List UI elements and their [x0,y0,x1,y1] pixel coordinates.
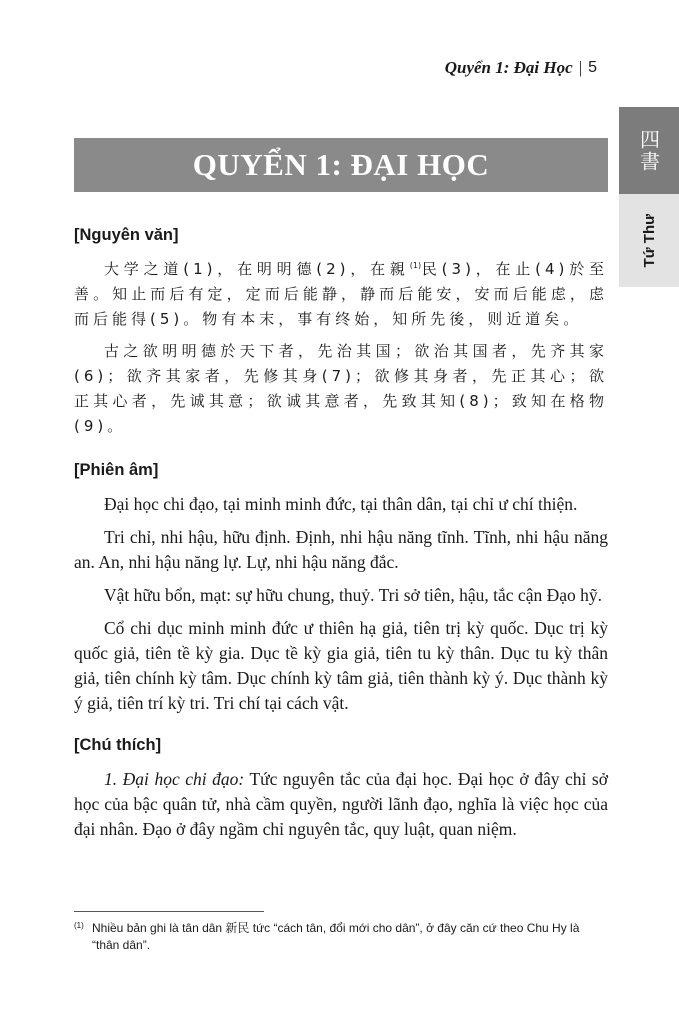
side-thumb-tab [619,107,679,287]
header-separator: | [578,58,583,77]
chapter-title: QUYỂN 1: ĐẠI HỌC [192,147,490,182]
side-tab-title-label: Tứ Thư [640,213,658,268]
original-p1-part-b: 民(3)，在止(4)於至善。知止而后有定，定而后能静，静而后能安，安而后能虑，虑而后能得(5)。物有本末，事有终始，知所先後，则近道矣。 [74,260,608,328]
original-text-block [74,257,608,439]
phonetic-paragraph-1: Đại học chi đạo, tại minh minh đức, tại thân dân, tại chỉ ư chí thiện. [104,494,578,514]
footnote-divider [74,911,264,912]
original-p1-part-a: 大学之道(1)，在明明德(2)，在親 [104,260,410,278]
chapter-title-banner [74,138,608,192]
original-paragraph-1 [74,257,608,332]
note-1-text: Tức nguyên tắc của đại học. Đại học ở đây chỉ sở học của bậc quân tử, nhà cầm quyền, người lãnh đạo, nghĩa là việc học của đại nhân. Đạo ở đây ngầm chỉ nguyên tắc, quy luật, quan niệm. [74,769,608,839]
note-1-term: 1. Đại học chi đạo: [104,769,245,789]
notes-block [74,767,608,842]
running-header [445,58,597,78]
phonetic-paragraph-2: Tri chỉ, nhi hậu, hữu định. Định, nhi hậu năng tĩnh. Tĩnh, nhi hậu năng an. An, nhi hậu năng lự. Lự, nhi hậu năng đắc. [74,527,608,572]
footnote-text: Nhiều bản ghi là tân dân 新民 tức “cách tân, đổi mới cho dân”, ở đây căn cứ theo Chu Hy là “thân dân”. [92,921,580,952]
page-content [74,226,608,862]
running-title: Quyển 1: Đại Học [444,58,573,77]
notes-heading: [Chú thích] [74,736,162,754]
footnote [74,920,594,954]
original-paragraph-2: 古之欲明明德於天下者，先治其国；欲治其国者，先齐其家(6)；欲齐其家者，先修其身(7)；欲修其身者，先正其心；欲正其心者，先诚其意；欲诚其意者，先致其知(8)；致知在格物(9)。 [74,342,608,435]
phonetic-block [74,492,608,716]
original-text-heading: [Nguyên văn] [74,226,179,244]
page-number: 5 [588,59,597,76]
phonetic-paragraph-4: Cổ chi dục minh minh đức ư thiên hạ giả, tiên trị kỳ quốc. Dục trị kỳ quốc giả, tiên tề kỳ gia. Dục tề kỳ gia giả, tiên tu kỳ thân. Dục tu kỳ thân giả, tiên chính kỳ tâm. Dục chính kỳ tâm giả, tiên thành kỳ ý. Dục thành kỳ ý giả, tiên trí kỳ tri. Tri chí tại cách vật. [74,618,608,713]
note-1 [74,767,608,842]
phonetic-heading: [Phiên âm] [74,461,159,479]
footnote-marker: (1) [74,921,84,930]
phonetic-paragraph-3: Vật hữu bổn, mạt: sự hữu chung, thuỷ. Tri sở tiên, hậu, tắc cận Đạo hỹ. [104,585,602,605]
side-tab-chinese-label: 四書 [636,128,661,173]
footnote-reference: (1) [409,261,422,270]
side-tab-chinese-block [619,107,679,194]
side-tab-title-block [619,194,679,287]
